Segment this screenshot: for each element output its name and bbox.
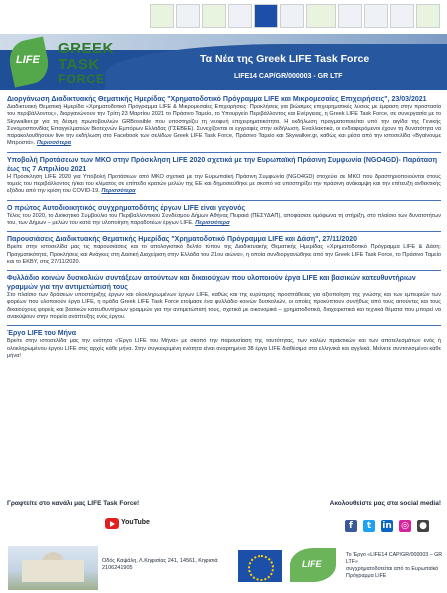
news-body: Στο πλαίσιο των δράσεων υποστήριξης έργων και ολοκληρωμένων έργων LIFE, καθώς και της ευρύτερης προσπάθειας για αξιοποίηση της γνώσης και των εμπειριών των φορέων που υλοποιούν έργα LIFE, η ομάδα Greek LIFE Task Force ετοίμασε ένα φυλλάδιο κοινών δυσκολιών, οι οποίες προκύπτουν συνήθως από τους αιτούντες και τους δικαιούχους φορείς και βασικών κατευθυντήριων γραμμών για την αντιμετώπισή τους, σχετικά με οικονομικά – χρηματοδοτικά, διαχειριστικά και τεχνικά θέματα που μπορεί να ανακύψουν στην πορεία ανάπτυξης ενός έργου.	[7, 292, 441, 321]
divider	[7, 231, 441, 232]
footer	[0, 540, 447, 593]
divider	[7, 270, 441, 271]
news-title-link[interactable]: Έργο LIFE του Μήνα	[7, 330, 77, 338]
news-item	[7, 156, 441, 196]
linkedin-icon[interactable]: in	[382, 521, 392, 531]
youtube-play-icon	[105, 518, 119, 529]
funding-statement: Το Έργο «LIFE14 CAP/GR/000003 – GR LTF» συγχρηματοδοτείται από το Ευρωπαϊκό Πρόγραμμα LIFE	[346, 552, 443, 579]
natura-2000-logo-icon	[306, 4, 336, 28]
partner-logo-icon	[390, 4, 414, 28]
divider	[7, 200, 441, 201]
social-follow-text: Ακολουθείστε μας στα social media!	[329, 500, 441, 507]
news-content	[7, 95, 441, 364]
news-title-link[interactable]: Διοργάνωση Διαδικτυακής Θεματικής Ημερίδας "Χρηματοδοτικό Πρόγραμμα LIFE και Μικρομεσαίες Επιχειρήσεις", 23/03/2021	[7, 96, 427, 103]
partner-logo-icon	[364, 4, 388, 28]
eu-flag-icon	[238, 550, 282, 582]
more-link[interactable]: Περισσότερα	[101, 188, 136, 195]
greek-life-task-force-logo: LIFE GREEK TASK FORCE	[6, 34, 156, 90]
address: Οδός Καψάλη, Λ.Κηφισίας 241, 14561, Κηφισιά 2106241905	[102, 558, 218, 571]
twitter-icon[interactable]: t	[363, 520, 375, 532]
youtube-button[interactable]: YouTube	[105, 518, 149, 531]
news-title-link[interactable]: Φυλλάδιο κοινών δυσκολιών συντάξεων αιτούντων και δικαιούχων που υλοποιούν έργα LIFE και βασικών κατευθυντήριων γραμμών για την αντιμετώπισή τους	[7, 275, 416, 292]
divider	[7, 325, 441, 326]
instagram-icon[interactable]: ◎	[399, 520, 411, 532]
news-title-link[interactable]: Υποβολή Προτάσεων των ΜΚΟ στην Πρόσκληση LIFE 2020 σχετικά με την Ευρωπαϊκή Πράσινη Συμφωνία (NGO4GD)- Παράταση έως τις 7 Απριλίου 2021	[7, 156, 438, 173]
partner-logo-icon	[280, 4, 304, 28]
gov-emblem-icon	[176, 4, 200, 28]
life-logo-icon	[416, 4, 440, 28]
news-title-link[interactable]: Παρουσιάσεις Διαδικτυακής Θεματικής Ημερίδας "Χρηματοδοτικό Πρόγραμμα LIFE και Δάση", 27/11/2020	[7, 236, 357, 244]
project-code: LIFE14 CAP/GR/000003 - GR LTF	[234, 73, 343, 80]
partner-logo-icon	[338, 4, 362, 28]
news-title-link[interactable]: Ο πρώτος Αυτοδιοικητικός συγχρηματοδότης έργων LIFE είναι γεγονός	[7, 204, 246, 212]
partner-logos-strip	[0, 0, 447, 34]
news-item	[7, 204, 441, 228]
news-item	[7, 95, 441, 148]
youtube-subscribe-text: Γραφτείτε στο κανάλι μας LIFE Task Force!	[7, 500, 140, 507]
news-body: Διαδικτυακή Θεματική Ημερίδα «Χρηματοδοτικό Πρόγραμμα LIFE & Μικρομεσαίες Επιχειρήσεις: Προκλήσεις για βιώσιμες επιχειρηματικές λύσεις με έμφαση στην προστασία του περιβάλλοντος», διοργανώνουν την Τρίτη 23 Μαρτίου 2021 το Πράσινο Ταμείο, το Υπουργείο Περιβάλλοντος και Ενέργειας, η Greek LIFE Task Force, σε συνεργασία με το Skywalker.gr για τη δέσμη πρωτοβουλιών GRBossible που υποστηρίζει τη νεοφυή επιχειρηματικότητα. Η εκδήλωση πραγματοποιείται υπό την αιγίδα της Γενικής Συνομοσπονδίας Επαγγελματιών Βιοτεχνών Εμπόρων Ελλάδας (ΓΣΕΒΕΕ). Συνεχίζονται οι εγγραφές στην εκδήλωση. Εναλλακτικά, οι ενδιαφερόμενοι έχουν τη δυνατότητα να παρακολουθήσουν live την εκδήλωση στο Facebook των σελίδων Greek LIFE Task Force, Πράσινο Ταμείο και Skywalker.gr, καθώς και μέσα από την ιστοσελίδα «Βγαίνουμε Μπροστά». Περισσότερα	[7, 104, 441, 147]
news-item	[7, 329, 441, 360]
newsletter-title: Τα Νέα της Greek LIFE Task Force	[200, 53, 370, 65]
news-body: Η Πρόσκληση LIFE 2020 για Υποβολή Προτάσεων από ΜΚΟ σχετικά με την Ευρωπαϊκή Πράσινη Συμφωνία (NGO4GD) στοχεύει σε ΜΚΟ που δραστηριοποιούνται στους τομείς του περιβάλλοντος ή/και του κλίματος σε επίπεδο κρατών μελών της ΕΕ και δημοσιεύθηκε με σκοπό να υποστηρίξει την πράσινη ανάκαμψη και την επίτευξη ανθεκτικής εξόδου από την κρίση του COVID-19. Περισσότερα	[7, 173, 441, 195]
news-body: Βρείτε στην ιστοσελίδα μας την ενότητα «Έργο LIFE του Μήνα» με σκοπό την παρουσίαση της ταυτότητας, των καλών πρακτικών και των αποτελεσμάτων ενός ή ολοκληρωμένου έργου LIFE στις αρχές κάθε μήνα. Στην συγκεκριμένη ενότητα είναι αναρτημένα 38 έργα LIFE διαθέσιμα στα ελληνικά και αγγλικά. Μείνετε συντονισμένοι κάθε μήνα!	[7, 338, 441, 359]
social-row	[7, 496, 441, 536]
news-body: Βρείτε στην ιστοσελίδα μας τις παρουσιάσεις και το απολογιστικό δελτίο τύπου της Διαδικτυακής Θεματικής Ημερίδας «Χρηματοδοτικό Πρόγραμμα LIFE & Δάση: Πραγματικότητα, Προκλήσεις και Ανάγκες στη Δασική Διαχείριση στην Ελλάδα του 21ου αιώνα», η οποία συνδιοργανώθηκε από την Greek LIFE Task Force, το Πράσινο Ταμείο και το ΕΚΒΥ, στις 27/11/2020.	[7, 244, 441, 265]
divider	[7, 152, 441, 153]
news-item	[7, 235, 441, 266]
more-link[interactable]: Περισσότερα	[195, 219, 230, 226]
ministry-logo-icon	[150, 4, 174, 28]
partner-logo-icon	[228, 4, 252, 28]
eu-flag-icon	[254, 4, 278, 28]
news-body: Τέλος του 2020, το Διοικητικό Συμβούλιο του Περιβαλλοντικού Συνδέσμου Δήμων Αθήνας Πειραιά (ΠΕΣΥΔΑΠ), αποφάσισε ομόφωνα τη στήριξη, στο πλαίσιο των δυνατοτήτων του, των Δήμων – μελών του κατά την υλοποίηση παραδοτέων έργων LIFE. Περισσότερα	[7, 212, 441, 226]
building-photo	[8, 546, 98, 590]
life-logo-icon: LIFE	[290, 548, 336, 582]
news-item	[7, 274, 441, 321]
flickr-icon[interactable]: ●	[417, 520, 429, 532]
more-link[interactable]: Περισσότερα	[36, 140, 72, 147]
facebook-icon[interactable]: f	[345, 520, 357, 532]
header-banner	[0, 34, 447, 90]
green-fund-logo-icon	[202, 4, 226, 28]
